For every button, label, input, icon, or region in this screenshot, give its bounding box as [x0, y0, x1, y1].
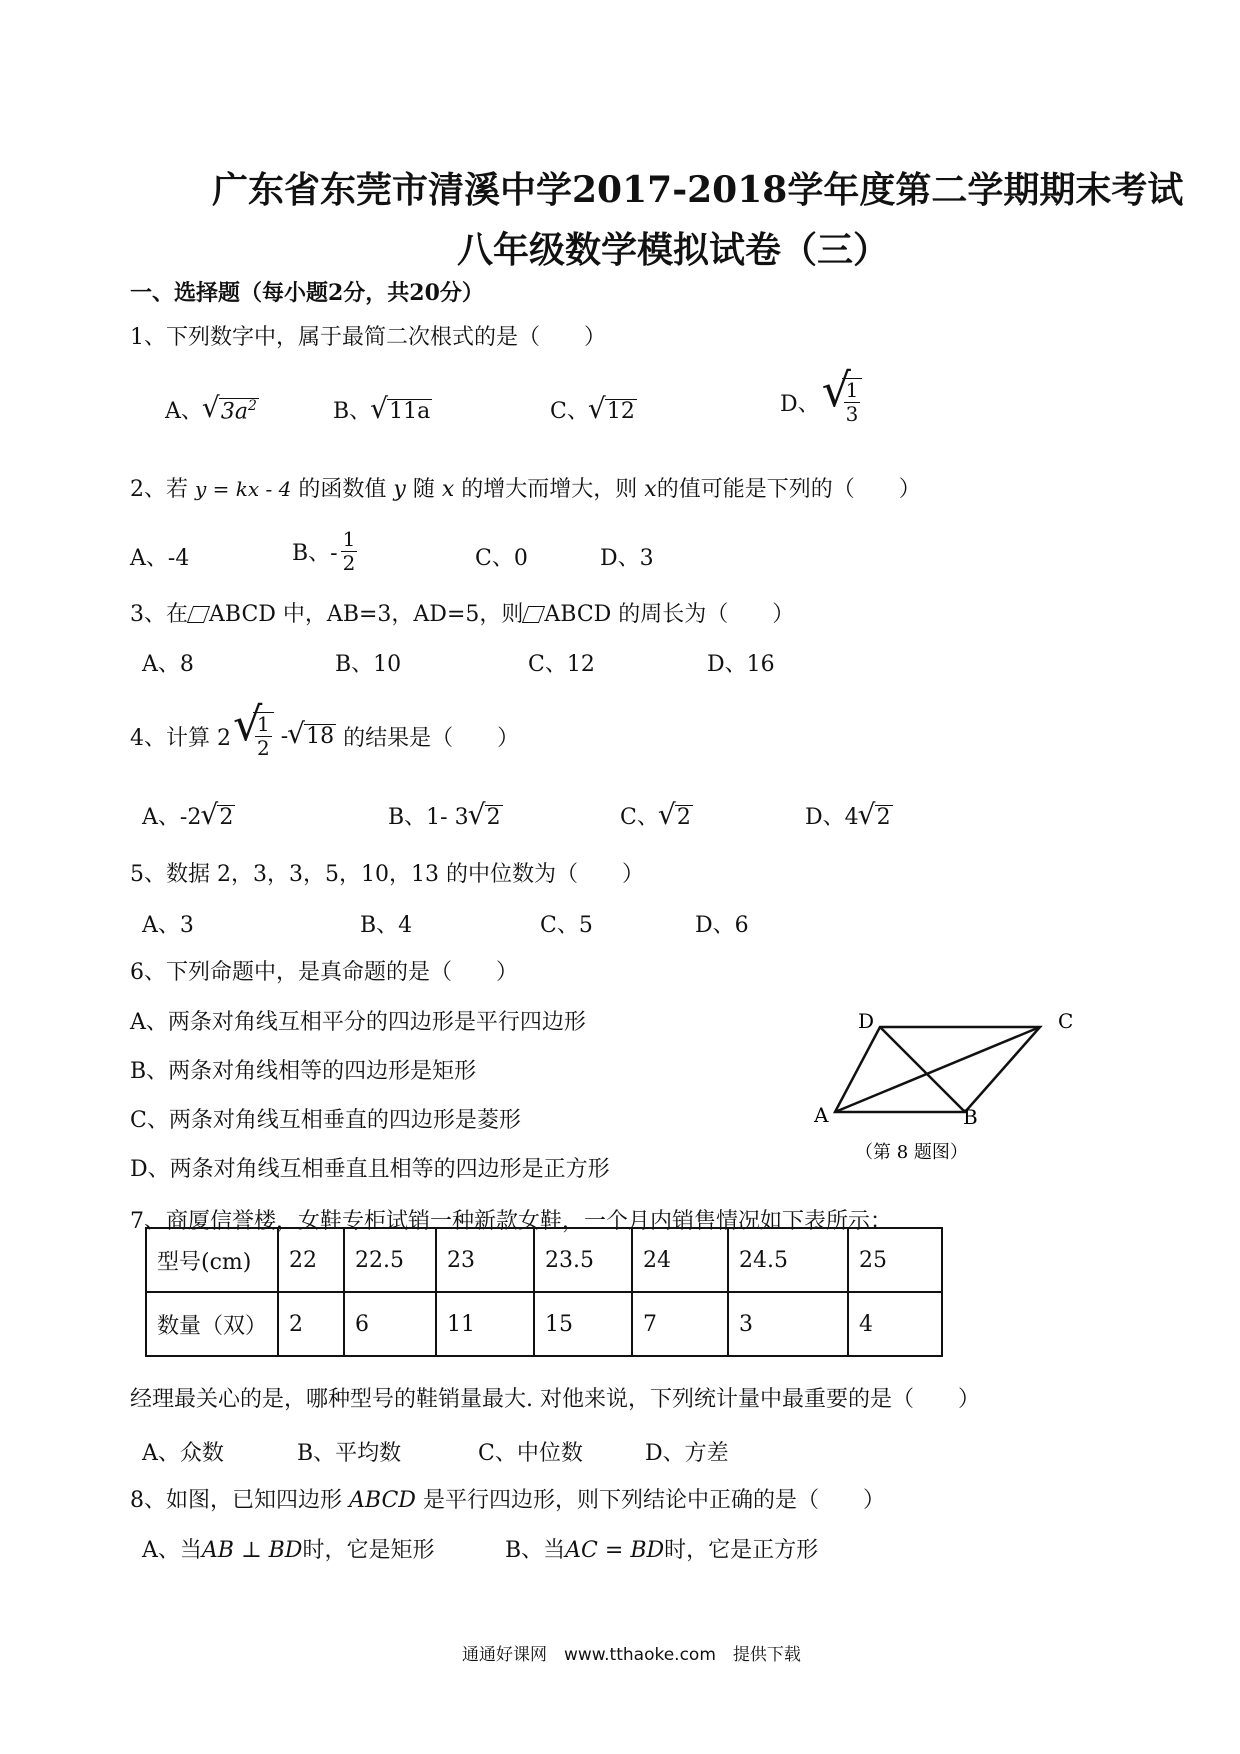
- q1-option-b: B、√ 11a: [333, 394, 432, 425]
- table-cell: 型号(cm): [146, 1228, 278, 1292]
- q2-option-a: A、-4: [130, 546, 190, 571]
- q5-option-a: A、3: [142, 913, 194, 938]
- q4-option-c: C、√ 2: [620, 800, 693, 831]
- q8-option-b: B、当AC = BD时，它是正方形: [505, 1538, 819, 1563]
- q7-after-text: 经理最关心的是，哪种型号的鞋销量最大. 对他来说，下列统计量中最重要的是（ ）: [130, 1387, 980, 1412]
- table-cell: 24: [632, 1228, 728, 1292]
- q8-option-a: A、当AB ⊥ BD时，它是矩形: [142, 1538, 435, 1563]
- q2-option-d: D、3: [600, 546, 654, 571]
- vertex-label-d: D: [858, 1009, 875, 1033]
- q3-option-d: D、16: [707, 652, 775, 677]
- q3-option-a: A、8: [142, 652, 194, 677]
- q2-option-c: C、0: [475, 546, 528, 571]
- q1-option-a: A、√ $3a^2$: [165, 394, 259, 425]
- table-cell: 22.5: [344, 1228, 436, 1292]
- table-cell: 15: [534, 1292, 632, 1356]
- q7-option-c: C、中位数: [478, 1441, 583, 1466]
- q7-option-b: B、平均数: [297, 1441, 402, 1466]
- q1-option-c: C、√ 12: [550, 394, 637, 425]
- vertex-label-c: C: [1058, 1009, 1074, 1033]
- table-cell: 24.5: [728, 1228, 848, 1292]
- table-cell: 22: [278, 1228, 344, 1292]
- q3-stem: 3、在 ABCD 中，AB=3，AD=5，则 ABCD 的周长为（ ）: [130, 602, 795, 627]
- parallelogram-figure: [810, 1000, 1074, 1170]
- figure-caption: （第 8 题图）: [855, 1142, 968, 1163]
- parallelogram-symbol-icon: [522, 606, 545, 623]
- diagonal-db: [880, 1027, 965, 1112]
- table-cell: 3: [728, 1292, 848, 1356]
- table-cell: 23: [436, 1228, 534, 1292]
- footer-source: 通通好课网 www.tthaoke.com 提供下载: [462, 1645, 801, 1665]
- q4-option-d: D、4√ 2: [805, 800, 893, 831]
- q2-option-b: B、- $\frac{1}{2}$: [292, 527, 356, 575]
- vertex-label-b: B: [963, 1105, 978, 1129]
- q4-stem: 4、计算 2 √ $\frac{1}{2}$ -√ 18 的结果是（ ）: [130, 712, 519, 760]
- section-heading: 一、选择题（每小题2分，共20分）: [130, 280, 484, 306]
- q5-stem: 5、数据 2，3，3，5，10，13 的中位数为（ ）: [130, 862, 644, 887]
- table-cell: 7: [632, 1292, 728, 1356]
- q7-option-a: A、众数: [142, 1441, 224, 1466]
- q6-stem: 6、下列命题中，是真命题的是（ ）: [130, 960, 518, 985]
- q3-option-b: B、10: [335, 652, 402, 677]
- q4-option-b: B、1- 3√ 2: [388, 800, 503, 831]
- q2-stem: 2、若 y = kx - 4 的函数值 y 随 x 的增大而增大，则 x的值可能是下列的（ ）: [130, 477, 921, 502]
- table-row: [146, 1292, 942, 1356]
- q6-option-b: B、两条对角线相等的四边形是矩形: [130, 1059, 477, 1084]
- q6-option-c: C、两条对角线互相垂直的四边形是菱形: [130, 1108, 521, 1133]
- q5-option-b: B、4: [360, 913, 413, 938]
- table-cell: 数量（双）: [146, 1292, 278, 1356]
- table-cell: 4: [848, 1292, 942, 1356]
- diagonal-ca: [835, 1027, 1040, 1112]
- title-line-2: 八年级数学模拟试卷（三）: [457, 229, 890, 271]
- table-cell: 11: [436, 1292, 534, 1356]
- vertex-label-a: A: [814, 1103, 829, 1127]
- table-row: [146, 1228, 942, 1292]
- table-cell: 6: [344, 1292, 436, 1356]
- parallelogram-symbol-icon: [187, 606, 210, 623]
- q1-stem: 1、下列数字中，属于最简二次根式的是（ ）: [130, 325, 606, 350]
- q4-option-a: A、-2√ 2: [142, 800, 235, 831]
- q8-stem: 8、如图，已知四边形 ABCD 是平行四边形，则下列结论中正确的是（ ）: [130, 1488, 885, 1513]
- q7-stem: 7、商厦信誉楼，女鞋专柜试销一种新款女鞋，一个月内销售情况如下表所示：: [130, 1209, 892, 1234]
- sales-table: [145, 1227, 943, 1357]
- table-cell: 23.5: [534, 1228, 632, 1292]
- q7-option-d: D、方差: [645, 1441, 729, 1466]
- table-cell: 2: [278, 1292, 344, 1356]
- q1-option-d: D、 √ $\frac{1}{3}$: [780, 378, 862, 426]
- q6-option-d: D、两条对角线互相垂直且相等的四边形是正方形: [130, 1157, 610, 1182]
- title-line-1: 广东省东莞市清溪中学2017-2018学年度第二学期期末考试: [212, 169, 1184, 211]
- q6-option-a: A、两条对角线互相平分的四边形是平行四边形: [130, 1010, 586, 1035]
- q5-option-d: D、6: [695, 913, 749, 938]
- q3-option-c: C、12: [528, 652, 595, 677]
- q5-option-c: C、5: [540, 913, 593, 938]
- table-cell: 25: [848, 1228, 942, 1292]
